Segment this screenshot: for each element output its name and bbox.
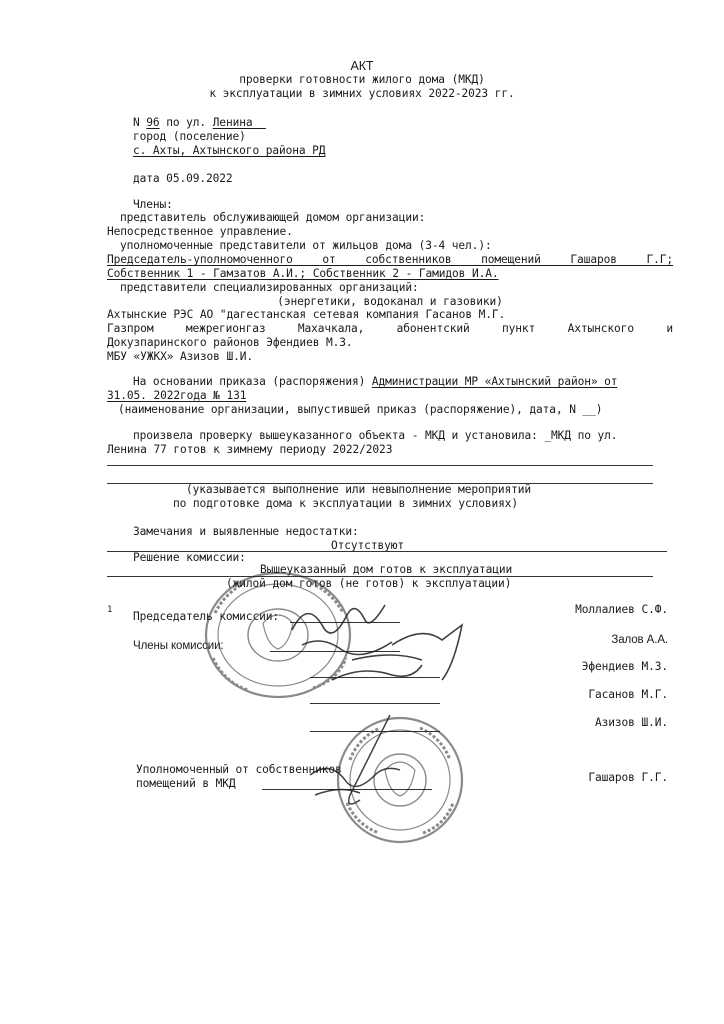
act-subtitle-1: проверки готовности жилого дома (МКД) — [239, 73, 485, 86]
decision-label: Решение комиссии: — [133, 551, 246, 564]
street-prefix: по ул. — [166, 116, 207, 129]
inspection-line-2: Ленина 77 готов к зимнему периоду 2022/2023 — [107, 443, 393, 456]
chairman-label: Председатель комиссии: — [133, 610, 279, 623]
special-org-2: Газпром межрегионгаз Махачкала, абонентский пункт Ахтынского и — [107, 322, 673, 335]
special-org-3: Докузпаринского районов Эфендиев М.З. — [107, 336, 353, 349]
address-line-2: город (поселение) — [133, 130, 246, 143]
order-caption: (наименование организации, выпустившей приказ (распоряжение), дата, N __) — [118, 403, 603, 416]
remarks-label: Замечания и выявленные недостатки: — [133, 525, 359, 538]
blank-line-1 — [107, 465, 653, 466]
signature-scribbles-lower — [300, 705, 430, 825]
owner-label-2: помещений в МКД — [136, 777, 236, 790]
org-rep-value: Непосредственное управление. — [107, 225, 293, 238]
margin-mark: 1 — [107, 605, 113, 615]
address-line-3: с. Ахты, Ахтынского района РД — [133, 144, 326, 157]
special-orgs-sublabel: (энергетики, водоканал и газовики) — [277, 295, 503, 308]
order-date-number: 31.05. 2022года № 131 — [107, 389, 247, 402]
order-line — [133, 375, 617, 389]
address-line-1 — [133, 116, 266, 130]
number-prefix: N — [133, 116, 140, 129]
remarks-value: Отсутствуют — [331, 539, 404, 552]
act-title: АКТ — [350, 59, 374, 73]
residents-line-2: Собственник 1 - Гамзатов А.И.; Собственник 2 - Гамидов И.А. — [107, 267, 499, 280]
residents-label: уполномоченные представители от жильцов дома (3-4 чел.): — [120, 239, 492, 252]
street-name: Ленина — [212, 116, 253, 129]
member1-name: Залов А.А. — [611, 634, 668, 646]
member3-name: Гасанов М.Г. — [588, 688, 668, 701]
chairman-name: Моллалиев С.Ф. — [575, 603, 668, 616]
members-label: Члены комиссии: — [133, 640, 224, 652]
order-prefix: На основании приказа (распоряжения) — [133, 375, 366, 388]
special-org-4: МБУ «УЖКХ» Азизов Ш.И. — [107, 350, 253, 363]
special-org-1: Ахтынские РЭС АО "дагестанская сетевая компания Гасанов М.Г. — [107, 308, 506, 321]
residents-line-1: Председатель-уполномоченного от собственников помещений Гашаров Г.Г; — [107, 253, 673, 266]
members-heading: Члены: — [133, 198, 173, 211]
inspection-caption-2: по подготовке дома к эксплуатации в зимних условиях) — [173, 497, 519, 510]
inspection-caption-1: (указывается выполнение или невыполнение мероприятий — [186, 483, 532, 496]
org-rep-label: представитель обслуживающей домом организации: — [120, 211, 426, 224]
act-subtitle-2: к эксплуатации в зимних условиях 2022-2023 гг. — [209, 87, 515, 100]
order-organization: Администрации МР «Ахтынский район» от — [371, 375, 618, 388]
special-orgs-label: представители специализированных организаций: — [120, 281, 419, 294]
signature-scribbles-upper — [272, 585, 492, 705]
house-number: 96 — [146, 116, 160, 129]
owner-name: Гашаров Г.Г. — [588, 771, 668, 784]
decision-value: Вышеуказанный дом готов к эксплуатации — [260, 563, 513, 576]
act-date: дата 05.09.2022 — [133, 172, 233, 185]
inspection-line-1: произвела проверку вышеуказанного объекта - МКД и установила: _МКД по ул. — [133, 429, 618, 442]
decision-caption: (жилой дом готов (не готов) к эксплуатации) — [226, 577, 512, 590]
member4-name: Азизов Ш.И. — [595, 716, 668, 729]
owner-label-1: Уполномоченный от собственников — [136, 763, 342, 776]
member2-name: Эфендиев М.З. — [581, 660, 668, 673]
